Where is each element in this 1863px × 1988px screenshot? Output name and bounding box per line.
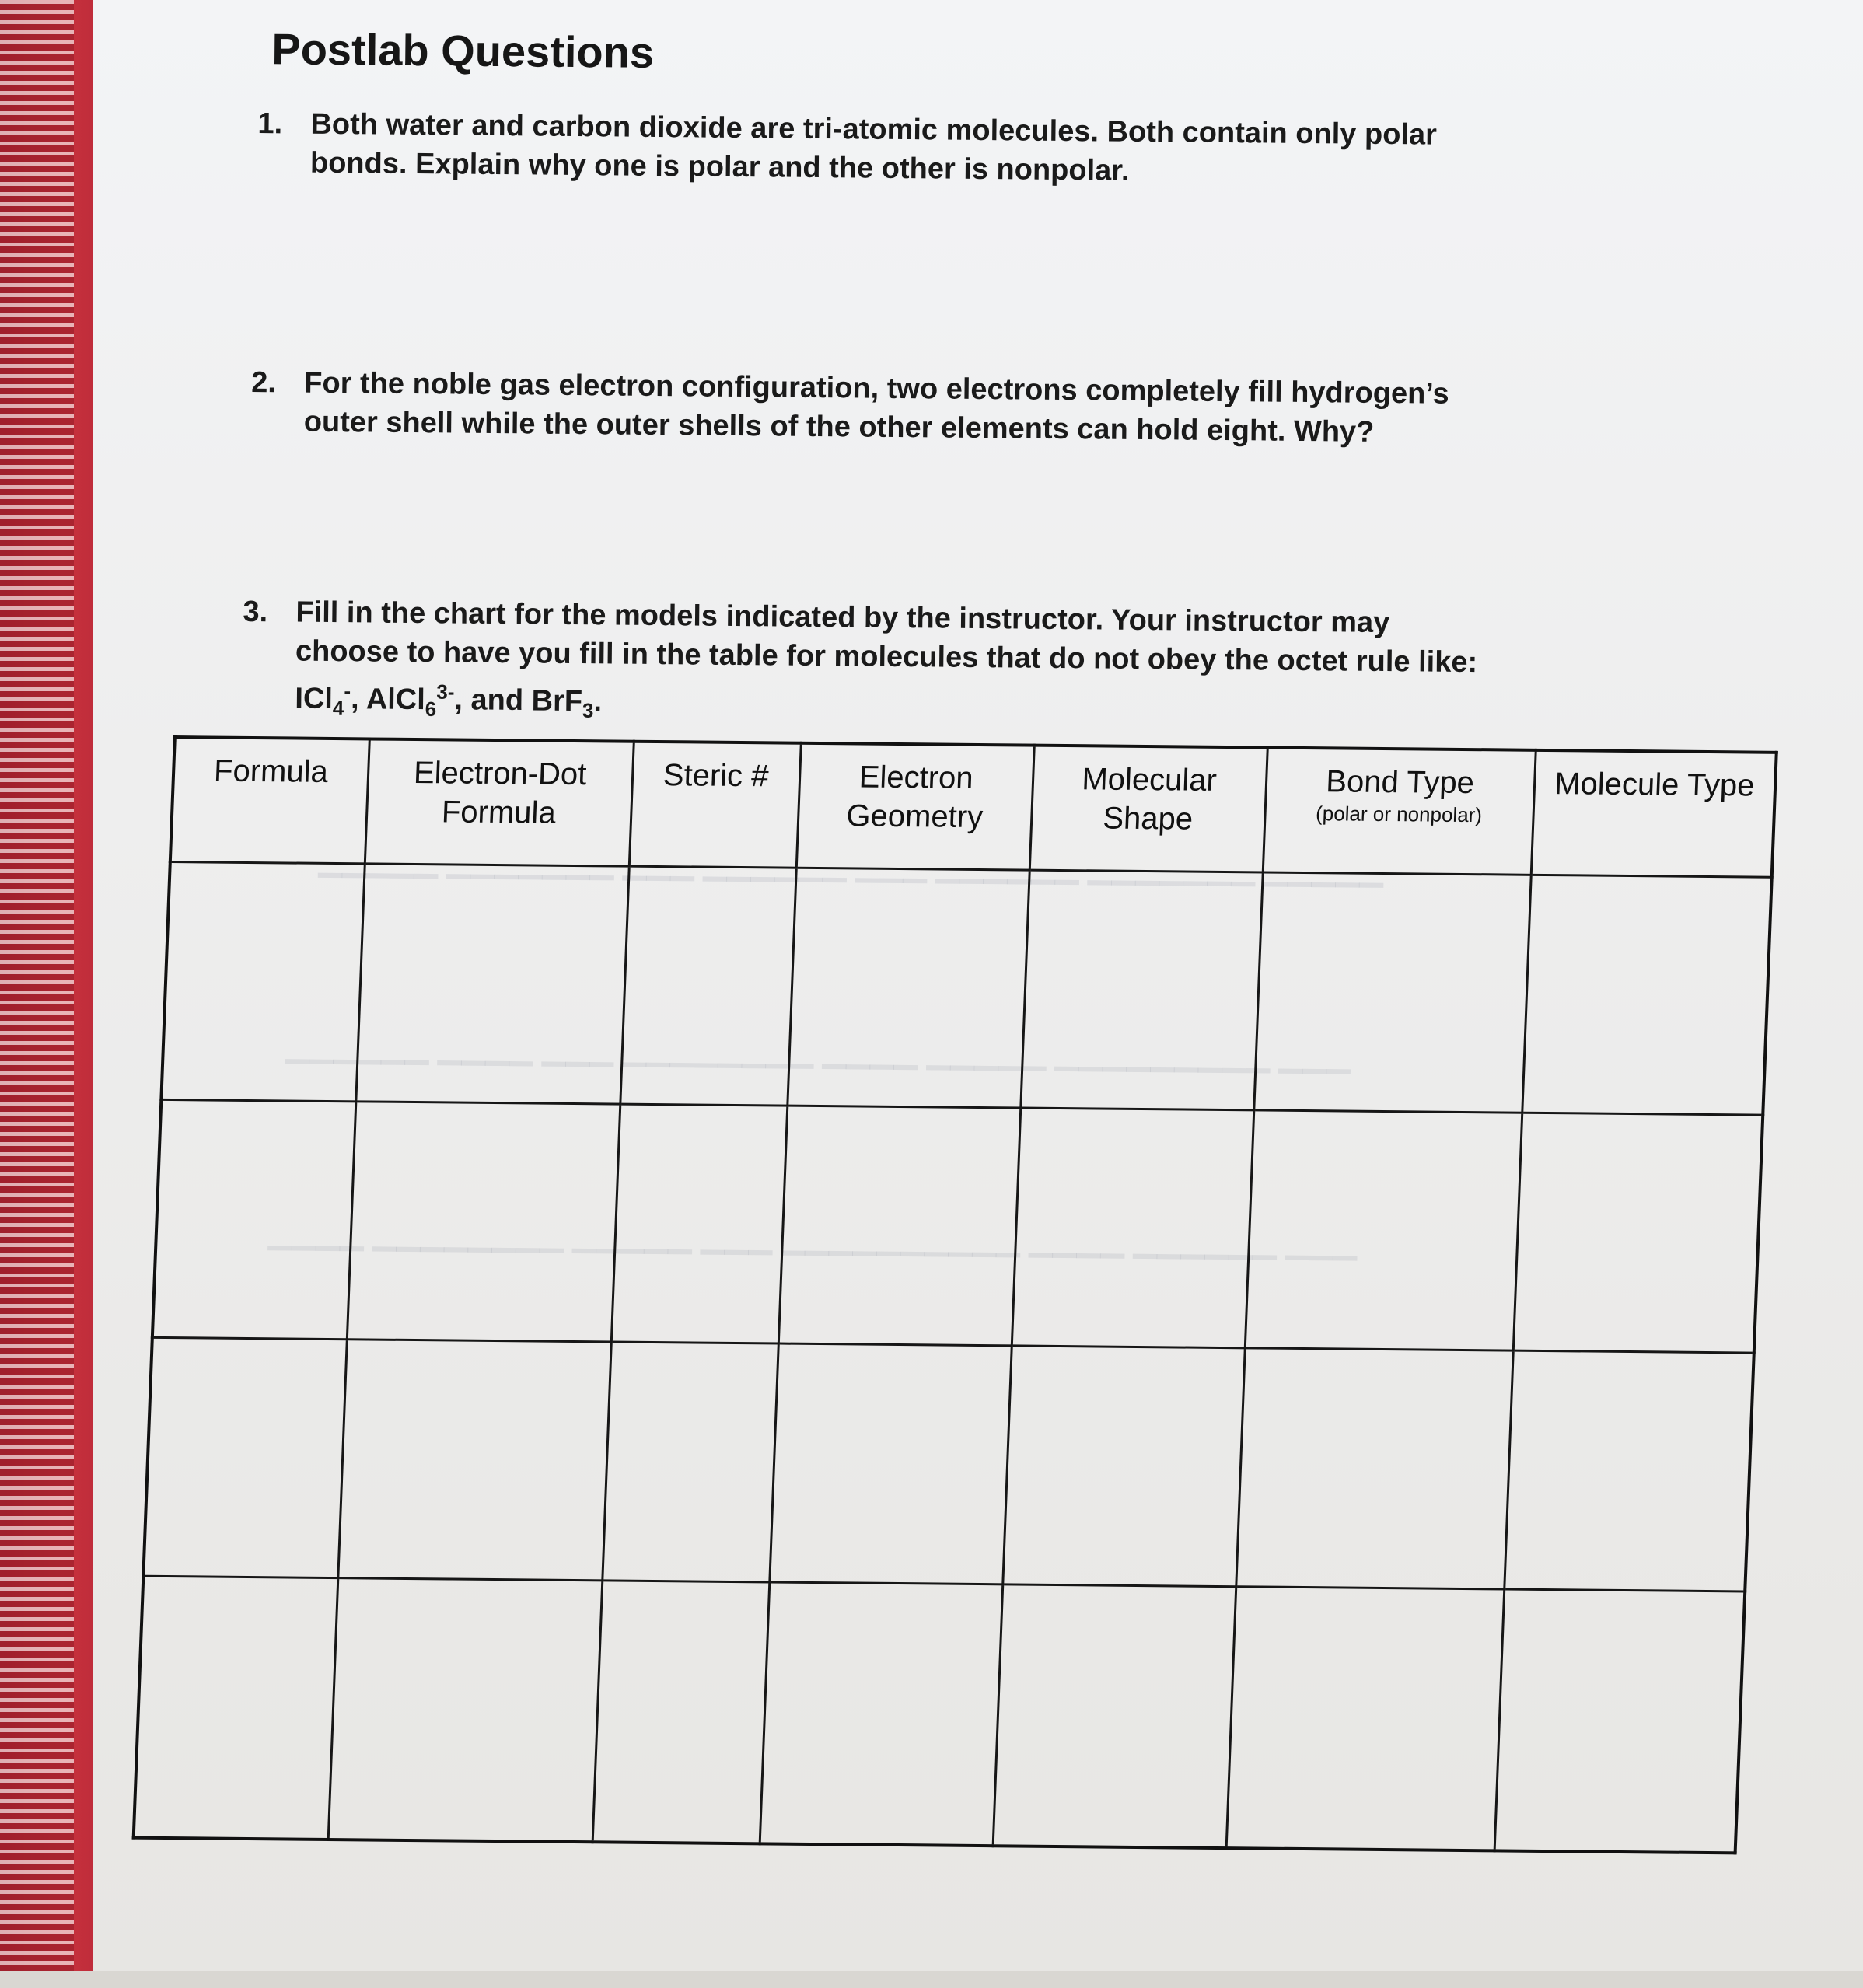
answer-cell[interactable] <box>787 868 1029 1108</box>
answer-cell[interactable] <box>602 1342 778 1581</box>
header-molecule-type: Molecule Type <box>1531 750 1777 877</box>
table-row <box>152 1100 1763 1354</box>
answer-cell[interactable] <box>152 1100 355 1340</box>
answer-cell[interactable] <box>620 866 795 1106</box>
header-steric-number: Steric # <box>629 742 801 868</box>
answer-cell[interactable] <box>347 1102 620 1342</box>
table-header-row <box>170 737 1777 877</box>
answer-cell[interactable] <box>161 861 364 1102</box>
header-bond-type: Bond Type (polar or nonpolar) <box>1263 748 1536 875</box>
answer-cell[interactable] <box>1236 1348 1512 1588</box>
answer-cell[interactable] <box>592 1581 770 1844</box>
header-bond-type-note: (polar or nonpolar) <box>1315 802 1483 827</box>
header-formula: Formula <box>170 737 369 864</box>
header-electron-geometry: Electron Geometry <box>796 743 1034 870</box>
binder-rings <box>0 0 74 1971</box>
answer-cell[interactable] <box>993 1584 1236 1848</box>
question-number: 3. <box>243 595 268 629</box>
header-electron-dot-formula: Electron-Dot Formula <box>365 739 634 866</box>
page-title: Postlab Questions <box>271 24 655 77</box>
answer-cell[interactable] <box>1002 1346 1244 1586</box>
answer-cell[interactable] <box>611 1104 787 1343</box>
answer-cell[interactable] <box>1245 1110 1522 1350</box>
answer-cell[interactable] <box>760 1582 1003 1846</box>
question-text: Both water and carbon dioxide are tri-atomic molecules. Both contain only polar bonds. Explain why one is polar and the other is nonpolar. <box>309 107 1438 187</box>
answer-cell[interactable] <box>1513 1113 1763 1353</box>
chart-table-wrapper <box>132 735 1775 1854</box>
molecule-brf3: BrF$_3$. <box>531 684 603 722</box>
answer-cell[interactable] <box>337 1340 610 1580</box>
answer-cell[interactable] <box>355 864 628 1104</box>
answer-cell[interactable] <box>769 1343 1011 1584</box>
worksheet-page <box>93 0 1863 1971</box>
answer-cell[interactable] <box>134 1576 338 1840</box>
show-through-line: ▁▁▁▁▁ ▁▁▁▁▁▁▁ ▁▁▁ ▁▁▁▁▁▁ ▁▁▁ ▁▁▁▁▁▁ ▁▁▁▁▁▁▁ ▁▁▁▁▁ <box>318 842 1384 887</box>
worksheet-content <box>75 0 1863 1988</box>
octet-rule-examples: ICl$_4$-, AlCl$_6^{3-}$, and BrF$_3$. <box>295 679 603 722</box>
table-row <box>143 1338 1753 1591</box>
answer-cell[interactable] <box>143 1338 346 1578</box>
question-text: Fill in the chart for the models indicated by the instructor. Your instructor may choose to have you fill in the table for molecules that do not obey the octet rule like: <box>295 596 1478 680</box>
answer-cell[interactable] <box>1522 875 1771 1115</box>
table-row <box>134 1576 1746 1853</box>
question-number: 1. <box>257 107 283 141</box>
answer-cell[interactable] <box>1012 1108 1253 1348</box>
question-2 <box>250 363 1573 461</box>
question-text: For the noble gas electron configuration, two electrons completely fill hydrogen’s outer shell while the outer shells of the other elements can hold eight. Why? <box>303 366 1449 449</box>
answer-cell[interactable] <box>1253 872 1530 1113</box>
answer-cell[interactable] <box>778 1106 1020 1346</box>
answer-cell[interactable] <box>1494 1589 1746 1853</box>
answer-cell[interactable] <box>1504 1351 1753 1591</box>
answer-cell[interactable] <box>1226 1586 1505 1850</box>
ion-icl4: ICl$_4$- <box>295 679 351 720</box>
answer-cell[interactable] <box>1020 870 1262 1110</box>
question-3 <box>242 592 1720 731</box>
ion-alcl6: AlCl$_6^{3-}$ <box>365 680 455 721</box>
table-row <box>161 861 1771 1115</box>
question-1 <box>257 104 1580 202</box>
question-number: 2. <box>251 365 277 400</box>
molecule-chart-table <box>132 735 1778 1854</box>
show-through-line: ▁▁▁▁ ▁▁▁▁▁▁▁▁ ▁▁▁▁▁ ▁▁▁ ▁▁▁▁▁▁▁▁▁▁ ▁▁▁▁ ▁▁▁▁▁▁ ▁▁▁ <box>267 1215 1358 1260</box>
answer-cell[interactable] <box>328 1577 603 1842</box>
header-molecular-shape: Molecular Shape <box>1029 746 1267 872</box>
show-through-line: ▁▁▁▁▁▁ ▁▁▁▁ ▁▁▁ ▁▁▁▁▁▁▁▁ ▁▁▁▁ ▁▁▁▁▁ ▁▁▁▁▁▁▁▁▁ ▁▁▁ <box>285 1029 1351 1074</box>
